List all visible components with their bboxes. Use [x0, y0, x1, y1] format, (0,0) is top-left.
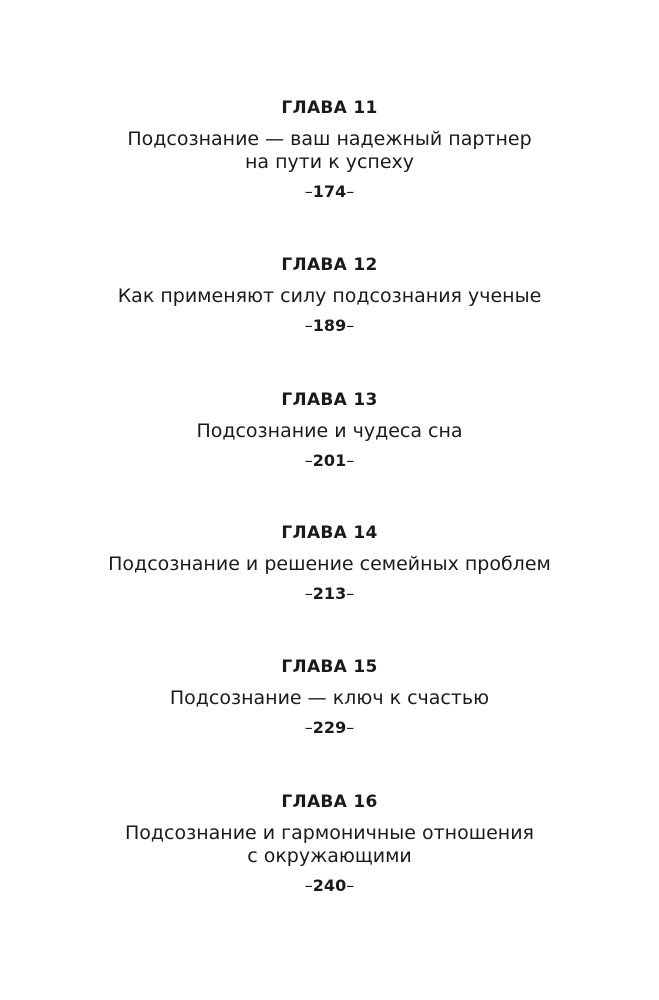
toc-entry-chapter-14 [0, 523, 659, 604]
page-number-value: 213 [312, 584, 347, 603]
toc-entry-chapter-11 [0, 98, 659, 202]
page-number-value: 189 [312, 316, 347, 335]
chapter-label: ГЛАВА 15 [281, 657, 378, 677]
toc-entry-chapter-13 [0, 390, 659, 471]
chapter-label: ГЛАВА 13 [281, 390, 378, 410]
chapter-title: Подсознание — ваш надежный партнер на пути к успеху [127, 128, 532, 173]
toc-entry-chapter-15 [0, 657, 659, 738]
chapter-title: Подсознание и чудеса сна [196, 420, 463, 442]
toc-entry-chapter-16 [0, 792, 659, 896]
page-number-value: 229 [312, 718, 347, 737]
page-number-value: 240 [312, 876, 347, 895]
page-number-value: 174 [312, 182, 347, 201]
chapter-label: ГЛАВА 14 [281, 523, 378, 543]
page-number-value: 201 [312, 451, 347, 470]
chapter-page-number: –229– [304, 718, 355, 737]
chapter-page-number: –174– [304, 182, 355, 201]
chapter-title: Подсознание и гармоничные отношения с окружающими [125, 822, 534, 867]
chapter-page-number: –189– [304, 316, 355, 335]
chapter-title: Подсознание и решение семейных проблем [108, 553, 551, 575]
chapter-page-number: –201– [304, 451, 355, 470]
chapter-label: ГЛАВА 16 [281, 792, 378, 812]
chapter-page-number: –213– [304, 584, 355, 603]
toc-entry-chapter-12 [0, 255, 659, 336]
chapter-title: Как применяют силу подсознания ученые [117, 285, 542, 307]
chapter-title: Подсознание — ключ к счастью [169, 687, 490, 709]
chapter-page-number: –240– [304, 876, 355, 895]
chapter-label: ГЛАВА 12 [281, 255, 378, 275]
chapter-label: ГЛАВА 11 [281, 98, 378, 118]
